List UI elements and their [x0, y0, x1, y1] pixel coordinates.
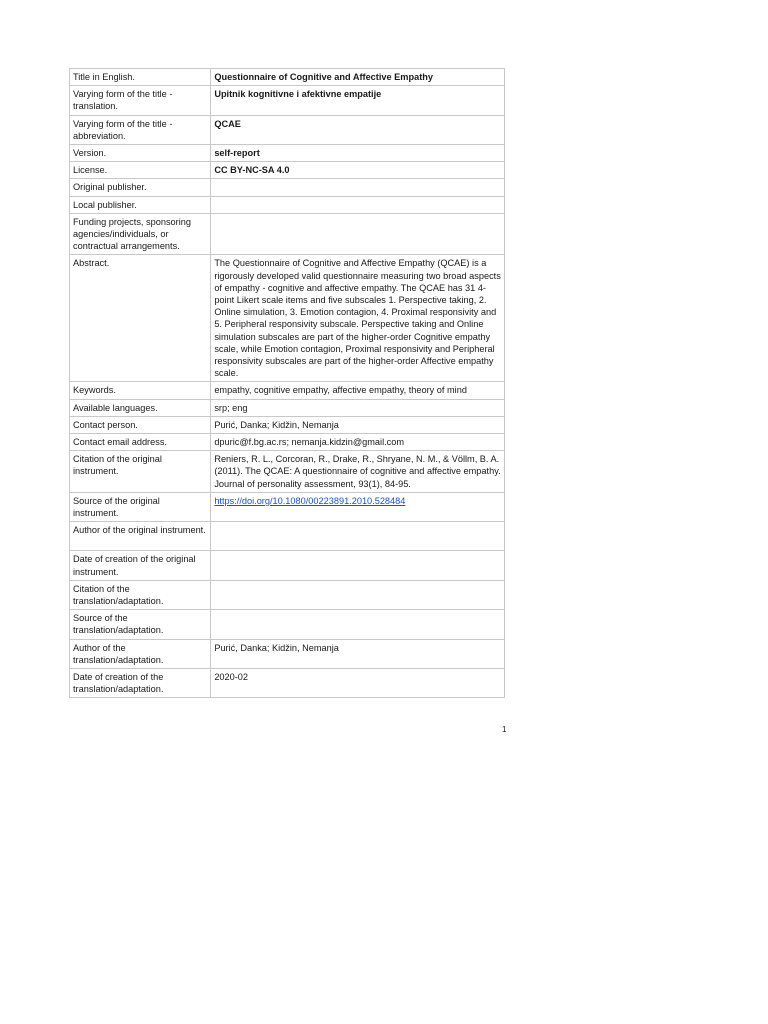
row-value-date-translation: 2020-02 [211, 668, 505, 697]
row-value-author-translation: Purić, Danka; Kidžin, Nemanja [211, 639, 505, 668]
table-row [70, 115, 505, 144]
table-row [70, 668, 505, 697]
row-label-source-original: Source of the original instrument. [70, 492, 211, 521]
table-row [70, 492, 505, 521]
row-label-local-publisher: Local publisher. [70, 196, 211, 213]
table-row [70, 213, 505, 255]
row-value-contact-person: Purić, Danka; Kidžin, Nemanja [211, 416, 505, 433]
table-row [70, 416, 505, 433]
row-value-version: self-report [211, 145, 505, 162]
row-label-license: License. [70, 162, 211, 179]
table-row [70, 551, 505, 580]
row-value-funding [211, 213, 505, 255]
row-label-keywords: Keywords. [70, 382, 211, 399]
table-row [70, 522, 505, 551]
page-number: 1 [502, 725, 507, 734]
row-value-original-publisher [211, 179, 505, 196]
table-row [70, 86, 505, 115]
row-label-title-english: Title in English. [70, 69, 211, 86]
table-row [70, 382, 505, 399]
row-value-license: CC BY-NC-SA 4.0 [211, 162, 505, 179]
row-value-abstract: The Questionnaire of Cognitive and Affective Empathy (QCAE) is a rigorously developed valid questionnaire measuring two broad aspects of empathy - cognitive and affective empathy. The QCAE has 31 4-point Likert scale items and five subscales 1. Perspective taking, 2. Online simulation, 3. Emotion contagion, 4. Proximal responsivity and 5. Peripheral responsivity subscale. Perspective taking and Online simulation subscales are part of the higher-order Cognitive empathy scale, while Emotion contagion, Proximal responsivity and Peripheral responsivity subscales are part of the higher-order Affective empathy scale. [211, 255, 505, 382]
row-label-abstract: Abstract. [70, 255, 211, 382]
row-value-date-original [211, 551, 505, 580]
row-value-author-original [211, 522, 505, 551]
row-value-source-original [211, 492, 505, 521]
table-row [70, 179, 505, 196]
row-label-title-translation: Varying form of the title - translation. [70, 86, 211, 115]
row-value-languages: srp; eng [211, 399, 505, 416]
metadata-table [69, 68, 505, 698]
row-value-title-abbreviation: QCAE [211, 115, 505, 144]
row-value-title-english: Questionnaire of Cognitive and Affective Empathy [211, 69, 505, 86]
row-label-original-publisher: Original publisher. [70, 179, 211, 196]
row-label-citation-original: Citation of the original instrument. [70, 451, 211, 493]
table-row [70, 639, 505, 668]
row-label-citation-translation: Citation of the translation/adaptation. [70, 580, 211, 609]
row-label-author-original: Author of the original instrument. [70, 522, 211, 551]
row-label-version: Version. [70, 145, 211, 162]
doi-link[interactable]: https://doi.org/10.1080/00223891.2010.528484 [214, 495, 406, 506]
row-value-title-translation: Upitnik kognitivne i afektivne empatije [211, 86, 505, 115]
row-value-citation-original: Reniers, R. L., Corcoran, R., Drake, R., Shryane, N. M., & Völlm, B. A. (2011). The QCAE: A questionnaire of cognitive and affective empathy. Journal of personality assessment, 93(1), 84-95. [211, 451, 505, 493]
table-row [70, 196, 505, 213]
row-value-citation-translation [211, 580, 505, 609]
row-label-contact-person: Contact person. [70, 416, 211, 433]
row-label-author-translation: Author of the translation/adaptation. [70, 639, 211, 668]
row-value-contact-email: dpuric@f.bg.ac.rs; nemanja.kidzin@gmail.com [211, 434, 505, 451]
table-row [70, 434, 505, 451]
table-row [70, 255, 505, 382]
row-label-funding: Funding projects, sponsoring agencies/individuals, or contractual arrangements. [70, 213, 211, 255]
row-label-languages: Available languages. [70, 399, 211, 416]
row-value-keywords: empathy, cognitive empathy, affective empathy, theory of mind [211, 382, 505, 399]
row-label-title-abbreviation: Varying form of the title - abbreviation. [70, 115, 211, 144]
row-label-date-original: Date of creation of the original instrument. [70, 551, 211, 580]
table-row [70, 69, 505, 86]
row-value-source-translation [211, 610, 505, 639]
table-row [70, 162, 505, 179]
row-label-contact-email: Contact email address. [70, 434, 211, 451]
table-row [70, 145, 505, 162]
table-row [70, 399, 505, 416]
table-row [70, 610, 505, 639]
row-value-local-publisher [211, 196, 505, 213]
table-row [70, 451, 505, 493]
table-row [70, 580, 505, 609]
row-label-date-translation: Date of creation of the translation/adaptation. [70, 668, 211, 697]
row-label-source-translation: Source of the translation/adaptation. [70, 610, 211, 639]
